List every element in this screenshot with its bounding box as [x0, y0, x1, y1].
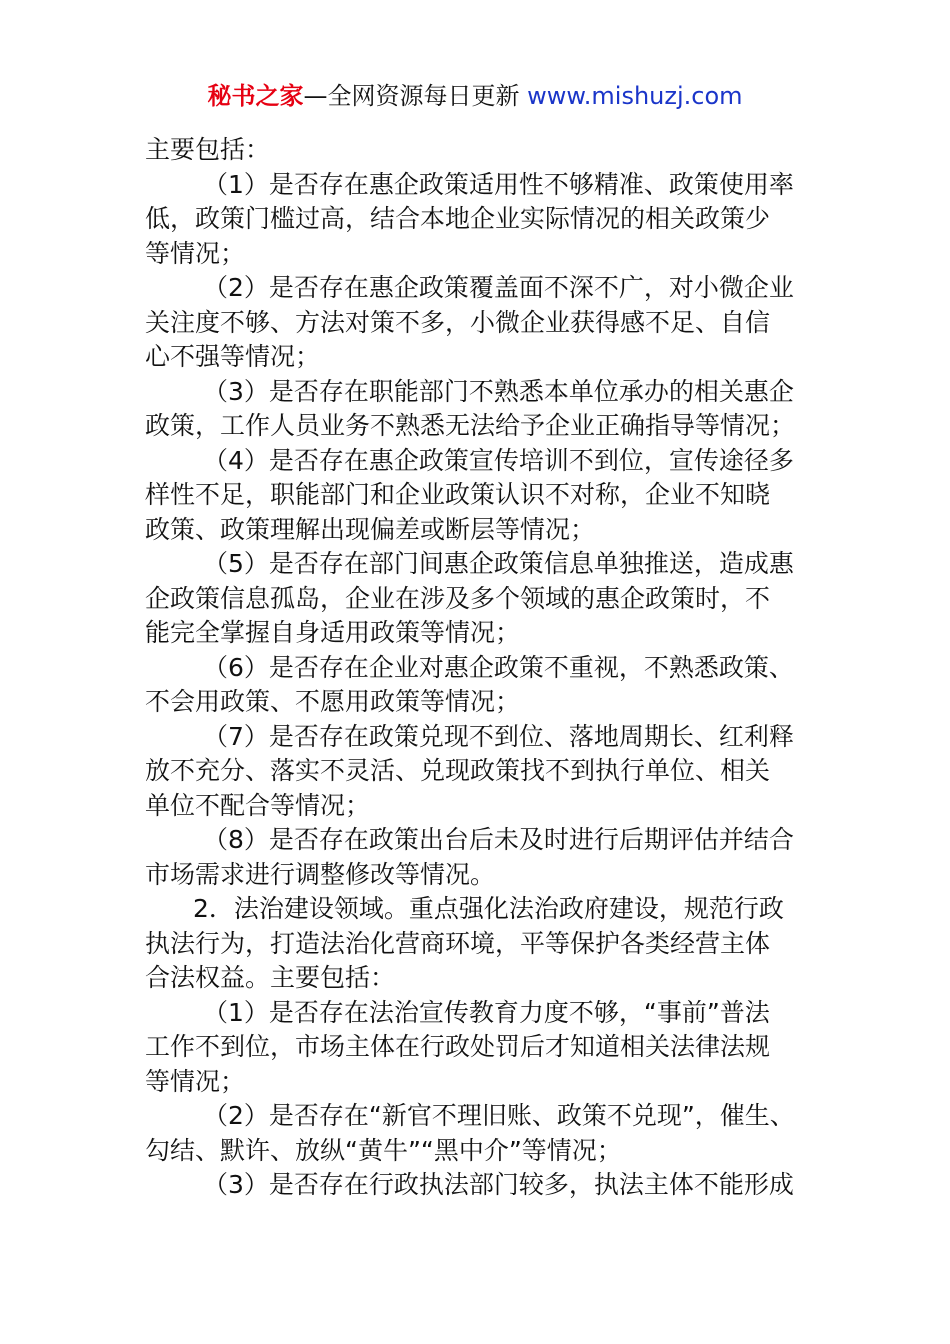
site-tagline: —全网资源每日更新 — [303, 82, 528, 110]
text-line: （8）是否存在政策出台后未及时进行后期评估并结合 — [203, 825, 794, 854]
text-line: 不会用政策、不愿用政策等情况； — [145, 687, 521, 716]
text-line: （6）是否存在企业对惠企政策不重视，不熟悉政策、 — [203, 652, 794, 682]
text-line: 低，政策门槛过高，结合本地企业实际情况的相关政策少 — [145, 204, 771, 233]
text-line: （5）是否存在部门间惠企政策信息单独推送，造成惠 — [203, 549, 794, 578]
text-line: 等情况； — [145, 1066, 246, 1096]
text-line: 勾结、默许、放纵“黄牛”“黑中介”等情况； — [145, 1135, 622, 1165]
text-line: （1）是否存在法治宣传教育力度不够，“事前”普法 — [203, 997, 770, 1027]
text-line: 心不强等情况； — [145, 342, 321, 371]
text-line: 企政策信息孤岛，企业在涉及多个领域的惠企政策时，不 — [145, 583, 771, 613]
text-line: 工作不到位，市场主体在行政处罚后才知道相关法律法规 — [145, 1032, 771, 1061]
text-line: （3）是否存在职能部门不熟悉本单位承办的相关惠企 — [203, 376, 794, 406]
text-line: （1）是否存在惠企政策适用性不够精准、政策使用率 — [203, 169, 794, 199]
text-line: （2）是否存在惠企政策覆盖面不深不广，对小微企业 — [203, 273, 794, 302]
text-line: 关注度不够、方法对策不多，小微企业获得感不足、自信 — [145, 307, 771, 337]
document-body — [145, 133, 825, 1203]
text-line: 主要包括： — [145, 135, 271, 164]
text-line: 样性不足，职能部门和企业政策认识不对称，企业不知晓 — [145, 480, 771, 509]
text-line: 政策，工作人员业务不熟悉无法给予企业正确指导等情况； — [145, 411, 796, 440]
text-line: 执法行为，打造法治化营商环境，平等保护各类经营主体 — [145, 928, 771, 958]
text-line: 2．法治建设领域。重点强化法治政府建设，规范行政 — [193, 894, 784, 923]
site-brand: 秘书之家 — [207, 82, 304, 110]
text-line: 市场需求进行调整修改等情况。 — [145, 859, 496, 889]
text-line: （2）是否存在“新官不理旧账、政策不兑现”，催生、 — [203, 1101, 795, 1130]
text-line: 等情况； — [145, 238, 246, 268]
site-header — [0, 80, 950, 112]
text-line: （3）是否存在行政执法部门较多，执法主体不能形成 — [203, 1170, 794, 1199]
text-line: （4）是否存在惠企政策宣传培训不到位，宣传途径多 — [203, 445, 794, 475]
site-url[interactable]: www.mishuzj.com — [527, 82, 743, 110]
text-line: （7）是否存在政策兑现不到位、落地周期长、红利释 — [203, 721, 794, 751]
text-line: 能完全掌握自身适用政策等情况； — [145, 618, 521, 647]
text-line: 合法权益。主要包括： — [145, 963, 396, 992]
text-line: 放不充分、落实不灵活、兑现政策找不到执行单位、相关 — [145, 756, 771, 785]
text-line: 单位不配合等情况； — [145, 790, 371, 820]
text-line: 政策、政策理解出现偏差或断层等情况； — [145, 514, 596, 544]
